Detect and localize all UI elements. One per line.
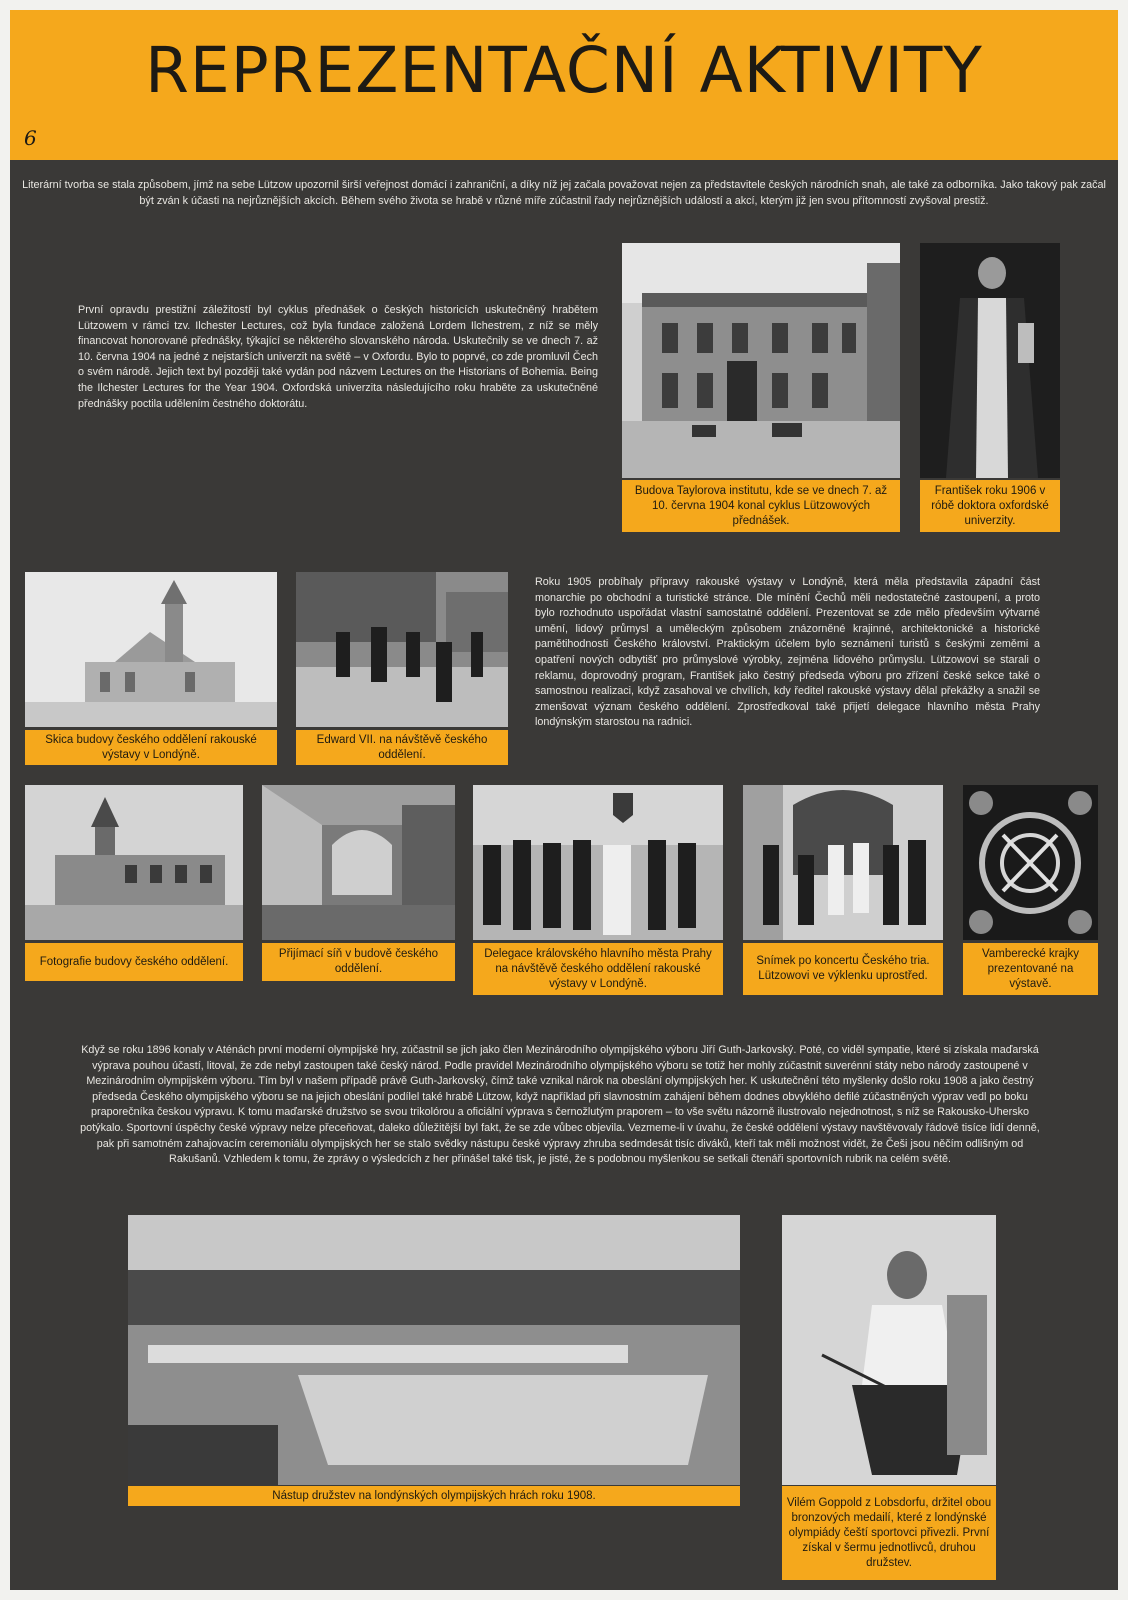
caption-prague-delegation: Delegace královského hlavního města Prahy na návštěvě českého oddělení rakouské výstavy v Londýně. bbox=[473, 943, 723, 995]
caption-edward-vii: Edward VII. na návštěvě českého oddělení. bbox=[296, 730, 508, 765]
caption-goppold: Vilém Goppold z Lobsdorfu, držitel obou bronzových medailí, které z londýnské olympiády čeští sportovci přivezli. První získal v šermu jednotlivců, druhou družstev. bbox=[782, 1486, 996, 1580]
caption-taylor-institution: Budova Taylorova institutu, kde se ve dnech 7. až 10. června 1904 konal cyklus Lützowových přednášek. bbox=[622, 480, 900, 532]
olympics-paragraph: Když se roku 1896 konaly v Aténách první moderní olympijské hry, zúčastnil se jich jako člen Mezinárodního olympijského výboru Jiří Guth-Jarkovský. Poté, co viděl sympatie, které si získala maďarská výprava pouhou účastí, litoval, že zde nebyl zastoupen také český národ. Podle pravidel Mezinárodního olympijského výboru se totiž her mohly zúčastnit suverénní státy nebo národy zastoupené v Mezinárodním olympijském výboru. Tím byl v našem případě právě Guth-Jarkovský, čímž také vznikal nárok na obeslání olympijských her. K uskutečnění této myšlenky došlo roku 1908 a jako čestný předseda Českého olympijského výboru se na jejich obeslání podílel také hrabě Lützow, když například při slavnostním zahájení během dodnes obvyklého defilé zúčastněných výprav vedl po boku praporečníka českou výpravu. K tomu maďarské družstvo se svou trikolórou a oficiální výprava s černožlutým praporem – to vše světu názorně ilustrovalo nejednotnost, s níž se Rakousko-Uhersko potýkalo. Sportovní úspěchy české výpravy nelze přeceňovat, daleko důležitější byl fakt, že se zde vůbec objevila. Vezmeme-li v úvahu, že české oddělení výstavy navštěvovaly řádově tisíce lidí denně, pak při samotném zahajovacím ceremoniálu olympijských her se stalo svědky nástupu české výpravy zhruba sedmdesát tisíc diváků, kteří tak měli možnost vidět, že Češi jsou něčím odlišným od Rakušanů. Vzhledem k tomu, že zprávy o výsledcích z her přinášel také tisk, je jisté, že s podobnou myšlenkou se setkali čtenáři sportovních rubrik na celém světě. bbox=[80, 1044, 1040, 1166]
caption-reception-hall: Přijímací síň v budově českého oddělení. bbox=[262, 943, 455, 981]
caption-czech-trio: Snímek po koncertu Českého tria. Lützowovi ve výklenku uprostřed. bbox=[743, 943, 943, 995]
czech-pavilion-photo bbox=[25, 785, 243, 940]
lace-photo bbox=[963, 785, 1098, 940]
page-title: REPREZENTAČNÍ AKTIVITY bbox=[145, 34, 983, 107]
caption-czech-pavilion: Fotografie budovy českého oddělení. bbox=[25, 943, 243, 981]
reception-hall-photo bbox=[262, 785, 455, 940]
oxford-paragraph: První opravdu prestižní záležitostí byl cyklus přednášek o českých historicích uskutečněný hrabětem Lützowem v rámci tzv. Ilchester Lectures, což byla fundace založená Lordem Ilchestrem, z níž se měly financovat honorované přednášky, týkající se některého slovanského národa. Uskutečnily se ve dnech 7. až 10. června 1904 na jedné z nejstarších univerzit na světě – v Oxfordu. Bylo to poprvé, co zde promluvil Čech o svém národě. Jejich text byl později také vydán pod názvem Lectures on the Historians of Bohemia. Being the Ilchester Lectures for the Year 1904. Oxfordská univerzita následujícího roku hraběte za uskutečněné přednášky poctila udělením čestného doktorátu. bbox=[78, 304, 598, 410]
caption-olympic-parade: Nástup družstev na londýnských olympijských hrách roku 1908. bbox=[128, 1486, 740, 1506]
page-number: 6 bbox=[24, 126, 37, 150]
caption-exhibition-sketch: Skica budovy českého oddělení rakouské výstavy v Londýně. bbox=[25, 730, 277, 765]
czech-trio-concert-photo bbox=[743, 785, 943, 940]
london-paragraph: Roku 1905 probíhaly přípravy rakouské výstavy v Londýně, která měla představila západní část monarchie po obchodní a turistické stránce. Dle mínění Čechů měli nedostatečné zastoupení, a proto bylo rozhodnuto uspořádat vlastní samostatné oddělení. Prezentovat se zde mělo především výtvarné umění, lidový průmysl a uměleckým způsobem znázorněné krajinné, architektonické a historické pamětihodnosti Českého království. Praktickým účelem bylo seznámení turistů s českými zeměmi a opatření nových odbytišť pro průmyslové výrobky, zejména lidového průmyslu. Lützowovi se starali o reklamu, doprovodný program, František jako čestný předseda výboru pro zřízení české sekce také o samostnou realizaci, když zasahoval ve chvílích, kdy ředitel rakouské výstavy dělal překážky a snažil se zmenšovat význam českého oddělení. Zprostředkoval také přijetí delegace hlavního města Prahy londýnským starostou na radnici. bbox=[535, 576, 1040, 729]
goppold-portrait-photo bbox=[782, 1215, 996, 1485]
caption-lace: Vamberecké krajky prezentované na výstavě. bbox=[963, 943, 1098, 995]
intro-paragraph: Literární tvorba se stala způsobem, jímž na sebe Lützow upozornil širší veřejnost domácí i zahraniční, a díky níž jej začala považovat nejen za představitele českých národních snah, ale také za odborníka. Jako takový pak začal být zván k účasti na nejrůznějších akcích. Během svého života se hrabě v různé míře zúčastnil řady nejrůznějších událostí a akcí, kterým již jen svou přítomností zvyšoval prestiž. bbox=[22, 179, 1106, 207]
frantisek-robe-photo bbox=[920, 243, 1060, 478]
olympic-parade-photo bbox=[128, 1215, 740, 1485]
exhibition-sketch-photo bbox=[25, 572, 277, 727]
caption-frantisek-robe: František roku 1906 v róbě doktora oxfordské univerzity. bbox=[920, 480, 1060, 532]
prague-delegation-photo bbox=[473, 785, 723, 940]
edward-vii-visit-photo bbox=[296, 572, 508, 727]
taylor-institution-photo bbox=[622, 243, 900, 478]
